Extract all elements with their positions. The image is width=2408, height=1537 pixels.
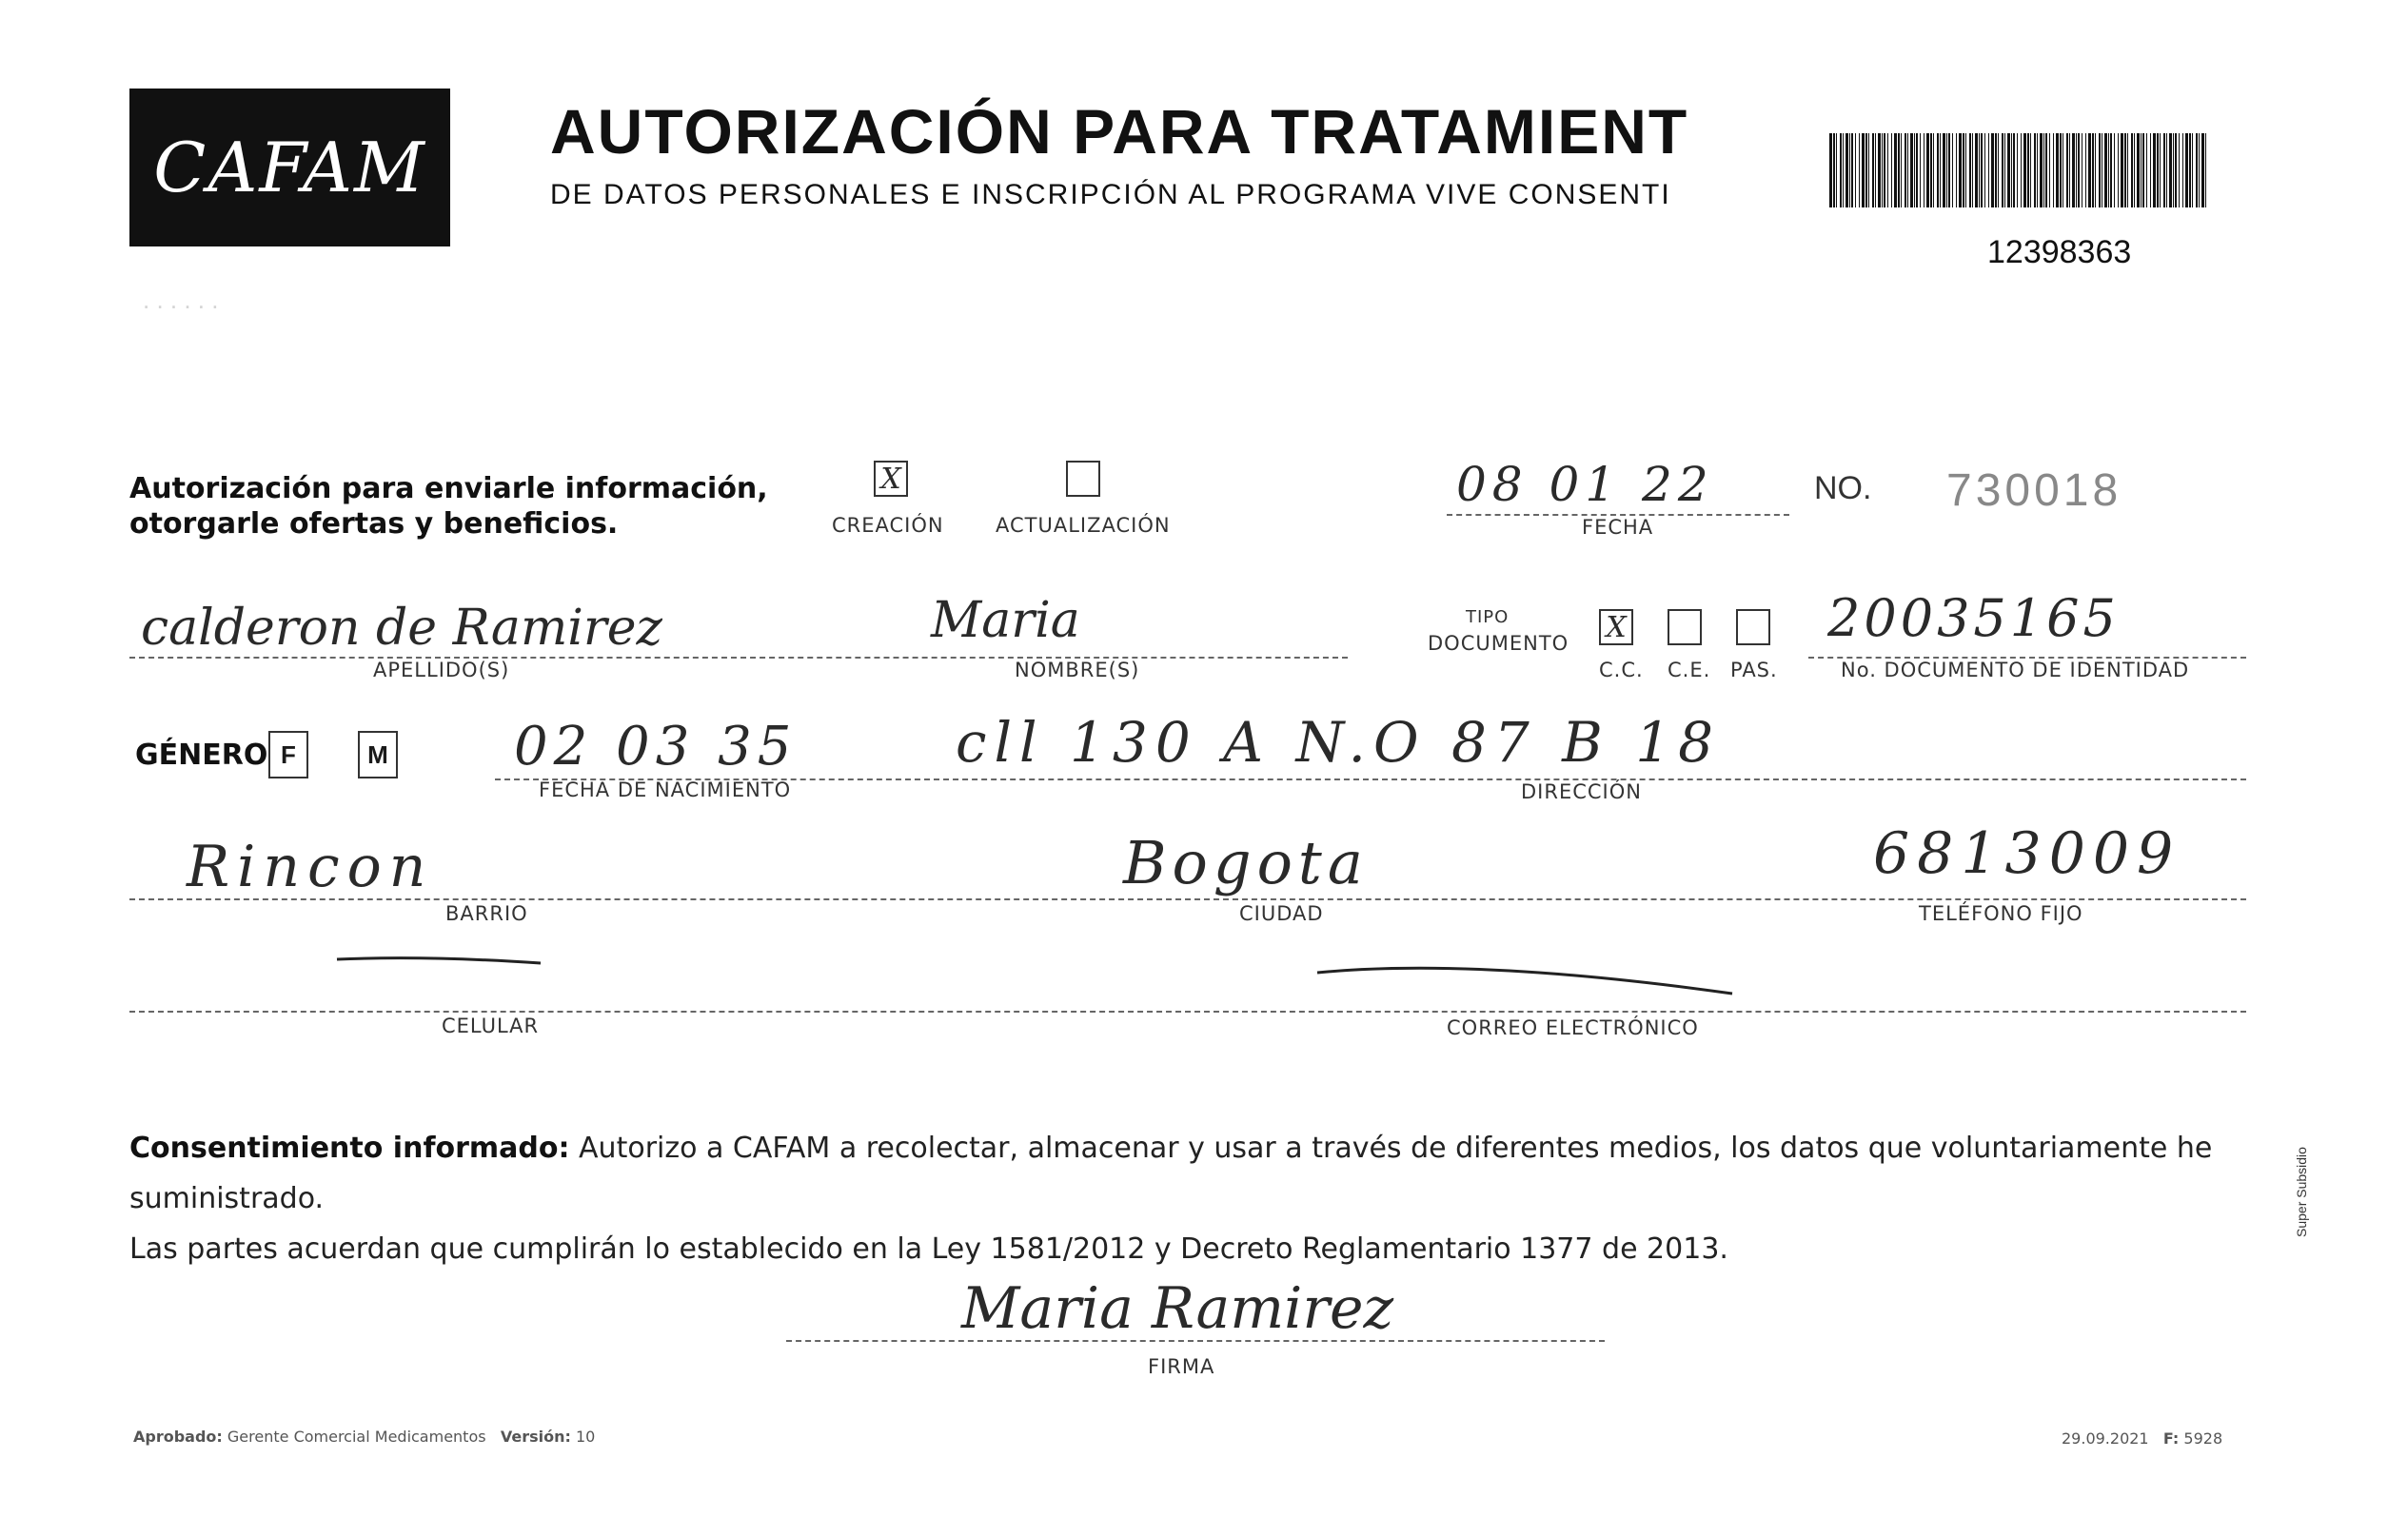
barcode-bar — [2040, 133, 2043, 207]
barcode-bar — [1884, 133, 1885, 207]
footer-date-code — [2062, 1429, 2222, 1448]
direccion-value: cll 130 A N.O 87 B 18 — [956, 710, 1722, 775]
barcode-bar — [2166, 133, 2167, 207]
celular-label: CELULAR — [442, 1015, 540, 1037]
barcode-bar — [1862, 133, 1865, 207]
barcode-bar — [2141, 133, 2142, 207]
barcode-bar — [1891, 133, 1892, 207]
version-value: 10 — [575, 1428, 596, 1446]
creacion-mark: X — [880, 462, 901, 496]
barcode-bar — [2060, 133, 2062, 207]
barcode-bar — [1952, 133, 1953, 207]
barcode-bar — [2034, 133, 2036, 207]
barcode-bar — [1940, 133, 1941, 207]
barcode-bar — [1887, 133, 1888, 207]
nombres-label: NOMBRE(S) — [1015, 659, 1140, 681]
barcode-bar — [2110, 133, 2112, 207]
barcode-bar — [1905, 133, 1906, 207]
direccion-label: DIRECCIÓN — [1521, 780, 1642, 803]
cafam-logo — [129, 89, 450, 246]
barcode-bar — [1972, 133, 1973, 207]
barcode-bar — [2137, 133, 2140, 207]
barcode-bar — [2072, 133, 2075, 207]
barcode-bar — [1984, 133, 1985, 207]
barcode-bar — [1920, 133, 1921, 207]
ce-label: C.E. — [1668, 659, 1711, 681]
nacimiento-label: FECHA DE NACIMIENTO — [539, 778, 792, 801]
cc-checkbox[interactable] — [1599, 609, 1633, 645]
barcode-bar — [2078, 133, 2080, 207]
barcode-bar — [2196, 133, 2198, 207]
barcode-bar — [2124, 133, 2126, 207]
barcode-bar — [1979, 133, 1980, 207]
barcode — [1829, 133, 2210, 207]
barcode-bar — [2088, 133, 2091, 207]
pas-checkbox[interactable] — [1736, 609, 1770, 645]
barcode-bar — [2085, 133, 2086, 207]
barcode-bar — [2027, 133, 2029, 207]
actualizacion-label: ACTUALIZACIÓN — [996, 514, 1171, 537]
barcode-bar — [1872, 133, 1874, 207]
genero-m-label: M — [367, 739, 388, 769]
barcode-bar — [2192, 133, 2193, 207]
barcode-bar — [2011, 133, 2012, 207]
barcode-bar — [1836, 133, 1837, 207]
barcode-bar — [2114, 133, 2115, 207]
barcode-bar — [2013, 133, 2015, 207]
barcode-bar — [2007, 133, 2010, 207]
barrio-value: Rincon — [187, 834, 434, 900]
barcode-bar — [1849, 133, 1850, 207]
apellidos-label: APELLIDO(S) — [373, 659, 510, 681]
barcode-bar — [2199, 133, 2200, 207]
barcode-bar — [1855, 133, 1856, 207]
barcode-bar — [2182, 133, 2183, 207]
faded-stamp: . . . . . . — [143, 286, 219, 314]
barcode-bar — [1875, 133, 1876, 207]
telefono-value: 6813009 — [1873, 820, 2181, 887]
barcode-bar — [1991, 133, 1994, 207]
consent-bold: Consentimiento informado: — [129, 1132, 570, 1165]
barcode-bar — [2169, 133, 2172, 207]
barcode-bar — [1933, 133, 1934, 207]
barcode-bar — [2142, 133, 2144, 207]
barcode-bar — [2205, 133, 2206, 207]
barcode-bar — [1948, 133, 1950, 207]
correo-label: CORREO ELECTRÓNICO — [1447, 1016, 1699, 1039]
barcode-bar — [1969, 133, 1971, 207]
ciudad-value: Bogota — [1123, 828, 1369, 897]
documento-label: No. DOCUMENTO DE IDENTIDAD — [1841, 659, 2190, 681]
barcode-bar — [1914, 133, 1915, 207]
barcode-bar — [1995, 133, 1997, 207]
barcode-bar — [2146, 133, 2147, 207]
barcode-bar — [2076, 133, 2077, 207]
documento-value: 20035165 — [1827, 588, 2120, 648]
barcode-bar — [1907, 133, 1908, 207]
barcode-bar — [1901, 133, 1902, 207]
barcode-bar — [1937, 133, 1939, 207]
barcode-bar — [2127, 133, 2128, 207]
barcode-bar — [2037, 133, 2038, 207]
barcode-bar — [1956, 133, 1957, 207]
barcode-bar — [2043, 133, 2044, 207]
barcode-bar — [1981, 133, 1983, 207]
barcode-bar — [1868, 133, 1869, 207]
fecha-label: FECHA — [1582, 516, 1654, 539]
barcode-bar — [2056, 133, 2059, 207]
barcode-bar — [1963, 133, 1964, 207]
barcode-bar — [1959, 133, 1962, 207]
genero-f-label: F — [281, 739, 296, 769]
code-value: 5928 — [2183, 1429, 2223, 1448]
cc-label: C.C. — [1599, 659, 1644, 681]
barcode-bar — [2066, 133, 2068, 207]
genero-f-box[interactable] — [268, 731, 308, 778]
page-title: AUTORIZACIÓN PARA TRATAMIENT — [550, 96, 1689, 167]
ciudad-label: CIUDAD — [1239, 902, 1324, 925]
barcode-bar — [2150, 133, 2151, 207]
barcode-bar — [2201, 133, 2204, 207]
barcode-bar — [1998, 133, 1999, 207]
barcode-bar — [2108, 133, 2109, 207]
barcode-bar — [2099, 133, 2101, 207]
barcode-bar — [1840, 133, 1842, 207]
creacion-label: CREACIÓN — [832, 514, 944, 537]
barcode-bar — [2002, 133, 2003, 207]
consent-text-2: Las partes acuerdan que cumplirán lo establecido en la Ley 1581/2012 y Decreto Reglamentario 1377 de 2013. — [129, 1232, 1728, 1266]
barcode-bar — [1845, 133, 1848, 207]
barrio-label: BARRIO — [445, 902, 528, 925]
no-value: 730018 — [1946, 465, 2122, 516]
aprobado-value: Gerente Comercial Medicamentos — [227, 1428, 486, 1446]
barcode-bar — [1910, 133, 1913, 207]
barcode-bar — [2104, 133, 2107, 207]
pas-label: PAS. — [1730, 659, 1778, 681]
barcode-bar — [2045, 133, 2047, 207]
authorization-line-1: Autorización para enviarle información, — [129, 472, 768, 505]
barcode-bar — [1975, 133, 1978, 207]
barcode-bar — [1859, 133, 1860, 207]
barcode-bar — [2179, 133, 2180, 207]
barcode-bar — [1865, 133, 1867, 207]
barcode-bar — [2175, 133, 2177, 207]
barcode-bar — [2030, 133, 2031, 207]
barcode-bar — [1898, 133, 1900, 207]
barcode-bar — [2121, 133, 2123, 207]
telefono-label: TELÉFONO FIJO — [1919, 902, 2083, 925]
barcode-bar — [2163, 133, 2165, 207]
barcode-bar — [2157, 133, 2159, 207]
firma-label: FIRMA — [1148, 1355, 1215, 1378]
barcode-bar — [2053, 133, 2054, 207]
signature: Maria Ramirez — [961, 1275, 1394, 1342]
barcode-bar — [2118, 133, 2119, 207]
barcode-bar — [2092, 133, 2094, 207]
barcode-bar — [1878, 133, 1881, 207]
nacimiento-value: 02 03 35 — [514, 716, 798, 778]
logo-text: CAFAM — [153, 128, 426, 207]
page-subtitle: DE DATOS PERSONALES E INSCRIPCIÓN AL PROGRAMA VIVE CONSENTI — [550, 179, 1671, 210]
barcode-bar — [2185, 133, 2188, 207]
barcode-bar — [2134, 133, 2135, 207]
barcode-bar — [2131, 133, 2133, 207]
barcode-bar — [1965, 133, 1966, 207]
barcode-bar — [2049, 133, 2050, 207]
no-label: NO. — [1814, 470, 1872, 506]
barcode-bar — [1988, 133, 1989, 207]
barcode-bar — [2004, 133, 2005, 207]
barcode-bar — [2023, 133, 2026, 207]
barcode-bar — [1851, 133, 1853, 207]
barcode-bar — [2095, 133, 2096, 207]
footer-approved — [133, 1428, 595, 1446]
contact-strike-lines — [333, 942, 1742, 999]
barcode-bar — [1930, 133, 1932, 207]
creacion-checkbox[interactable] — [874, 461, 908, 497]
barcode-bar — [1946, 133, 1947, 207]
barcode-bar — [2021, 133, 2022, 207]
barcode-number: 12398363 — [1987, 234, 2132, 270]
actualizacion-checkbox[interactable] — [1066, 461, 1100, 497]
fecha-value: 08 01 22 — [1456, 457, 1714, 512]
barcode-bar — [2160, 133, 2161, 207]
ce-checkbox[interactable] — [1668, 609, 1702, 645]
barcode-bar — [2189, 133, 2191, 207]
consent-text — [129, 1123, 2261, 1274]
apellidos-value: calderon de Ramirez — [141, 600, 662, 657]
barcode-bar — [1829, 133, 1832, 207]
barcode-bar — [2173, 133, 2174, 207]
barcode-bar — [1843, 133, 1844, 207]
barcode-bar — [1943, 133, 1945, 207]
footer-date: 29.09.2021 — [2062, 1429, 2149, 1448]
code-label: F: — [2162, 1429, 2180, 1448]
barcode-bar — [1926, 133, 1929, 207]
barcode-bar — [2069, 133, 2070, 207]
nombres-value: Maria — [931, 592, 1080, 649]
tipo-label-1: TIPO — [1466, 607, 1510, 627]
authorization-line-2: otorgarle ofertas y beneficios. — [129, 507, 619, 541]
barcode-bar — [1833, 133, 1835, 207]
barcode-bar — [1916, 133, 1918, 207]
side-text: Super Subsidio — [2294, 1147, 2309, 1237]
consent-text-1: Autorizo a CAFAM a recolectar, almacenar y usar a través de diferentes medios, los datos que voluntariamente he suministrado. — [129, 1132, 2213, 1215]
barcode-bar — [2153, 133, 2156, 207]
aprobado-label: Aprobado: — [133, 1428, 223, 1446]
genero-label: GÉNERO — [135, 739, 268, 772]
tipo-label-2: DOCUMENTO — [1428, 632, 1569, 655]
cc-mark: X — [1606, 610, 1627, 644]
genero-m-box[interactable] — [358, 731, 398, 778]
version-label: Versión: — [500, 1428, 571, 1446]
barcode-bar — [1894, 133, 1897, 207]
barcode-bar — [1882, 133, 1883, 207]
barcode-bar — [2017, 133, 2018, 207]
